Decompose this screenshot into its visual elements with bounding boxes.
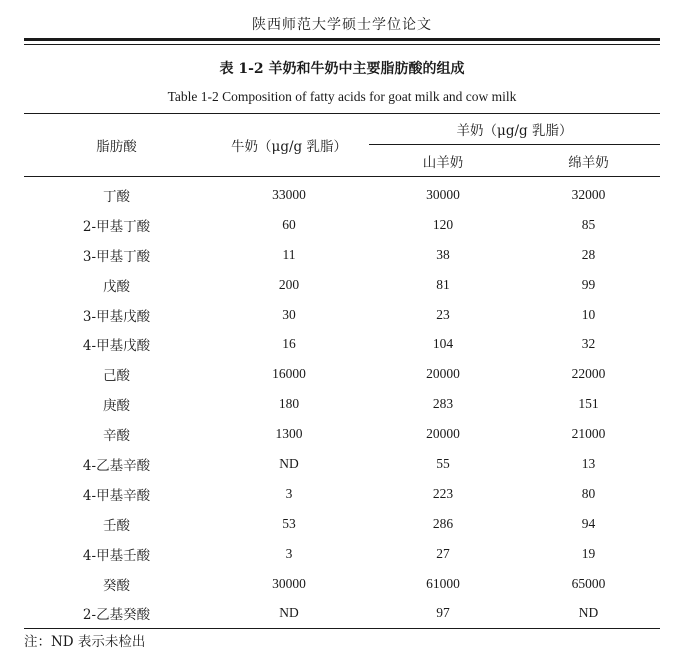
cow-milk-value-cell: 16000 (272, 366, 306, 382)
fatty-acid-name-cell: 戊酸 (103, 278, 130, 295)
table-footnote: 注：ND 表示未检出 (24, 634, 146, 650)
sheep-milk-value-cell: 151 (578, 396, 599, 412)
goat-milk-value-cell: 61000 (426, 575, 460, 591)
sheep-milk-value-cell: 99 (581, 276, 596, 292)
header-goat-sheep-group: 羊奶（μg/g 乳脂） (369, 114, 660, 145)
cow-milk-value-cell: 1300 (275, 426, 303, 442)
fatty-acid-name-cell: 4-乙基辛酸 (82, 457, 151, 474)
table-row (24, 479, 660, 509)
cow-milk-value-cell: 30000 (272, 575, 306, 591)
fatty-acid-name-cell: 壬酸 (103, 517, 130, 534)
table-row (24, 449, 660, 479)
header-rule-thick (24, 38, 660, 41)
goat-milk-value-cell: 38 (436, 246, 450, 262)
cow-milk-value-cell: 11 (282, 246, 296, 262)
fatty-acid-name-cell: 辛酸 (103, 428, 130, 445)
table-row (24, 389, 660, 419)
table-header (24, 114, 660, 177)
running-header: 陕西师范大学硕士学位论文 (252, 17, 432, 33)
sheep-milk-value-cell: 94 (581, 515, 596, 531)
goat-milk-value-cell: 30000 (426, 186, 460, 202)
fatty-acid-name-cell: 3-甲基丁酸 (82, 248, 151, 265)
table-row (24, 240, 660, 270)
table-caption-en: Table 1-2 Composition of fatty acids for goat milk and cow milk (167, 89, 517, 104)
fatty-acid-name-cell: 己酸 (103, 368, 130, 385)
sheep-milk-value-cell: 65000 (571, 575, 606, 591)
table-caption-cn: 表 1-2 羊奶和牛奶中主要脂肪酸的组成 (219, 61, 465, 77)
table-row (24, 509, 660, 539)
fatty-acid-table (24, 113, 660, 629)
table-row (24, 300, 660, 330)
table-row (24, 419, 660, 449)
fatty-acid-name-cell: 2-甲基丁酸 (82, 218, 151, 235)
sheep-milk-value-cell: 32 (581, 336, 596, 352)
table-row (24, 598, 660, 628)
table-row (24, 329, 660, 359)
cow-milk-value-cell: 33000 (272, 186, 306, 202)
cow-milk-value-cell: 3 (285, 485, 293, 501)
sheep-milk-value-cell: 85 (581, 216, 596, 232)
goat-milk-value-cell: 23 (436, 306, 450, 322)
table-row (24, 359, 660, 389)
table-row (24, 177, 660, 210)
sheep-milk-value-cell: 10 (581, 306, 596, 322)
table-row (24, 569, 660, 599)
header-goat-milk: 山羊奶 (422, 154, 464, 171)
sheep-milk-value-cell: 21000 (571, 426, 606, 442)
sheep-milk-value-cell: ND (578, 605, 599, 621)
goat-milk-value-cell: 104 (432, 336, 454, 352)
table-row (24, 210, 660, 240)
fatty-acid-name-cell: 2-乙基癸酸 (82, 607, 151, 624)
sheep-milk-value-cell: 22000 (571, 366, 606, 382)
goat-milk-value-cell: 27 (436, 545, 450, 561)
goat-milk-value-cell: 55 (436, 455, 450, 471)
goat-milk-value-cell: 81 (436, 276, 450, 292)
sheep-milk-value-cell: 19 (581, 545, 596, 561)
sheep-milk-value-cell: 13 (581, 455, 596, 471)
goat-milk-value-cell: 120 (432, 216, 454, 232)
sheep-milk-value-cell: 80 (581, 485, 596, 501)
fatty-acid-name-cell: 癸酸 (103, 577, 130, 594)
cow-milk-value-cell: 16 (282, 336, 296, 352)
goat-milk-value-cell: 223 (432, 485, 454, 501)
cow-milk-value-cell: 30 (282, 306, 296, 322)
cow-milk-value-cell: 53 (282, 515, 296, 531)
fatty-acid-name-cell: 丁酸 (103, 188, 130, 205)
goat-milk-value-cell: 20000 (426, 426, 460, 442)
sheep-milk-value-cell: 28 (581, 246, 596, 262)
fatty-acid-name-cell: 庚酸 (103, 398, 130, 415)
cow-milk-value-cell: 200 (278, 276, 300, 292)
fatty-acid-name-cell: 4-甲基壬酸 (82, 547, 151, 564)
cow-milk-value-cell: 60 (282, 216, 296, 232)
header-rule-thin (24, 44, 660, 45)
table-row (24, 539, 660, 569)
cow-milk-value-cell: 180 (278, 396, 300, 412)
header-cow-milk: 牛奶（μg/g 乳脂） (231, 139, 347, 155)
fatty-acid-name-cell: 4-甲基戊酸 (82, 338, 151, 355)
table-body (24, 177, 660, 629)
header-fatty-acid: 脂肪酸 (96, 139, 137, 155)
goat-milk-value-cell: 286 (432, 515, 454, 531)
sheep-milk-value-cell: 32000 (571, 186, 606, 202)
goat-milk-value-cell: 20000 (426, 366, 460, 382)
fatty-acid-name-cell: 3-甲基戊酸 (82, 308, 151, 325)
cow-milk-value-cell: ND (279, 455, 299, 471)
header-sheep-milk: 绵羊奶 (568, 154, 609, 171)
fatty-acid-name-cell: 4-甲基辛酸 (82, 487, 151, 504)
goat-milk-value-cell: 97 (436, 605, 450, 621)
cow-milk-value-cell: ND (279, 605, 299, 621)
table-row (24, 270, 660, 300)
goat-milk-value-cell: 283 (432, 396, 454, 412)
cow-milk-value-cell: 3 (285, 545, 293, 561)
